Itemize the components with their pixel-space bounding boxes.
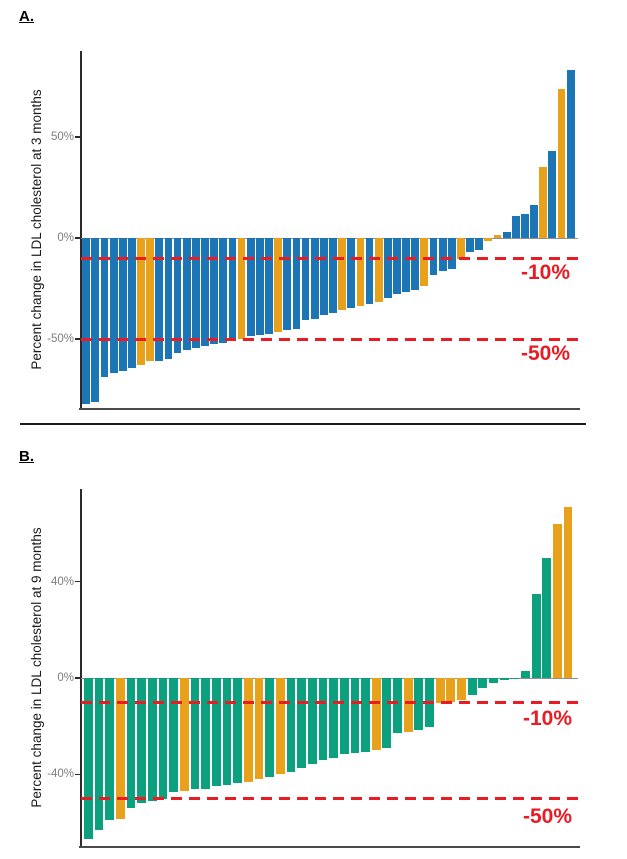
panel-a-bar xyxy=(229,238,237,341)
panel-b-bar xyxy=(148,678,157,801)
panel-b-label: B. xyxy=(19,448,34,465)
panel-a-y-axis-title: Percent change in LDL cholesterol at 3 months xyxy=(29,89,44,370)
panel-b-bar xyxy=(393,678,402,733)
panel-a-bar xyxy=(366,238,374,304)
panel-b-bar xyxy=(372,678,381,750)
panel-b-y-tick-mark xyxy=(75,581,80,583)
panel-b-bar xyxy=(244,678,253,782)
panel-a-bar xyxy=(503,232,511,238)
panel-b-bar xyxy=(169,678,178,792)
panel-b-bar xyxy=(446,678,455,702)
panel-b-y-tick-label: -40% xyxy=(47,768,74,781)
panel-b-bar xyxy=(553,524,562,678)
panel-a-bar xyxy=(238,238,246,339)
panel-a-bar xyxy=(548,151,556,238)
panel-b-bar xyxy=(478,678,487,688)
panel-a-bar xyxy=(201,238,209,346)
panel-a-bar xyxy=(411,238,419,290)
panel-b-threshold-label-minus10: -10% xyxy=(522,707,572,730)
panel-b-bar xyxy=(457,678,466,700)
panel-a-bar xyxy=(448,238,456,269)
panel-b-threshold-label-minus50: -50% xyxy=(522,805,572,828)
panel-a-bar xyxy=(402,238,410,292)
panel-b-bar xyxy=(319,678,328,760)
panel-b-reference-line--50 xyxy=(81,797,578,800)
panel-b-bar xyxy=(521,671,530,678)
panel-b-bar xyxy=(489,678,498,683)
panel-a-y-tick-label: 50% xyxy=(50,131,74,143)
panel-b-bar xyxy=(191,678,200,789)
panel-a-bar xyxy=(530,205,538,238)
panel-a-bar xyxy=(302,238,310,320)
panel-b-bar xyxy=(201,678,210,789)
panel-a-bar xyxy=(512,216,520,238)
panel-a-bar xyxy=(183,238,191,350)
panel-a-bar xyxy=(521,214,529,238)
panel-a-y-tick-mark xyxy=(75,237,80,239)
panel-a-bar xyxy=(192,238,200,348)
panel-b-bar xyxy=(233,678,242,783)
panel-a-bar xyxy=(558,89,566,238)
panel-a-bar xyxy=(439,238,447,271)
panel-a-x-axis-line xyxy=(79,408,580,410)
panel-a-bar xyxy=(91,238,99,402)
panel-b-bar xyxy=(287,678,296,772)
panel-a-threshold-label-minus10: -10% xyxy=(520,261,570,284)
panel-a-y-tick-label: -50% xyxy=(47,333,74,345)
panel-b-bar xyxy=(414,678,423,730)
panel-a-bar xyxy=(329,238,337,313)
panel-a-bar xyxy=(484,238,492,241)
panel-b-y-tick-label: 0% xyxy=(57,672,74,684)
panel-b-bar xyxy=(159,678,168,799)
panel-a-bar xyxy=(494,235,502,238)
panel-b-bar xyxy=(223,678,232,785)
panel-a-bar xyxy=(420,238,428,286)
panel-b-bar xyxy=(212,678,221,786)
panel-a-label: A. xyxy=(19,8,34,25)
panel-b-bar xyxy=(404,678,413,732)
panel-b-reference-line--10 xyxy=(81,701,578,704)
panel-a-plot-area xyxy=(81,51,578,408)
panel-a-bar xyxy=(210,238,218,344)
panel-a-bar xyxy=(283,238,291,330)
panel-b-bar xyxy=(532,594,541,678)
panel-a-bar xyxy=(320,238,328,315)
panel-a-bar xyxy=(82,238,90,404)
panel-a-threshold-label-minus50: -50% xyxy=(520,342,570,365)
panel-b-bar xyxy=(436,678,445,703)
panel-a-bar xyxy=(384,238,392,298)
panel-a-bar xyxy=(311,238,319,319)
panel-b-y-axis-title: Percent change in LDL cholesterol at 9 months xyxy=(29,527,44,808)
panel-a-bar xyxy=(539,167,547,238)
panel-a-bar xyxy=(174,238,182,353)
panel-a-reference-line--10 xyxy=(81,257,578,260)
panel-a-y-tick-mark xyxy=(75,136,80,138)
panel-b-bar xyxy=(180,678,189,791)
panel-b-x-axis-line xyxy=(79,846,580,848)
panel-a-bar xyxy=(265,238,273,334)
panel-a-bar xyxy=(338,238,346,310)
panel-b-plot-area xyxy=(81,489,578,846)
panel-a-bar xyxy=(466,238,474,252)
panel-a-bar xyxy=(475,238,483,250)
panel-a-bar xyxy=(247,238,255,336)
panel-b-bar xyxy=(308,678,317,764)
panel-b-y-tick-label: 40% xyxy=(50,575,74,588)
panel-a-bar xyxy=(375,238,383,302)
panel-b-bar xyxy=(361,678,370,752)
panel-b-bar xyxy=(351,678,360,753)
panel-b-bar xyxy=(265,678,274,777)
panel-a-y-tick-mark xyxy=(75,338,80,340)
panel-b-bar xyxy=(382,678,391,748)
panel-b-bar xyxy=(255,678,264,779)
panel-a-bar xyxy=(347,238,355,308)
panel-b-y-tick-mark xyxy=(75,774,80,776)
panel-a-bar xyxy=(357,238,365,306)
panel-b-bar xyxy=(564,507,573,678)
panel-a-bar xyxy=(274,238,282,332)
panel-divider-line xyxy=(20,423,586,425)
panel-b-bar xyxy=(510,678,519,679)
panel-b-bar xyxy=(297,678,306,768)
panel-a-bar xyxy=(219,238,227,343)
panel-b-bar xyxy=(340,678,349,754)
panel-a-y-tick-label: 0% xyxy=(57,232,74,244)
panel-b-bar xyxy=(276,678,285,774)
panel-a-bar xyxy=(256,238,264,335)
panel-b-bar xyxy=(542,558,551,679)
panel-b-bar xyxy=(500,678,509,680)
panel-a-bar xyxy=(393,238,401,294)
panel-a-bar xyxy=(293,238,301,329)
panel-b-bar xyxy=(137,678,146,803)
panel-b-y-tick-mark xyxy=(75,677,80,679)
panel-b-bar xyxy=(329,678,338,758)
panel-a-bar xyxy=(567,70,575,238)
panel-b-bar xyxy=(127,678,136,808)
panel-b-bar xyxy=(468,678,477,695)
panel-a-reference-line--50 xyxy=(81,338,578,341)
